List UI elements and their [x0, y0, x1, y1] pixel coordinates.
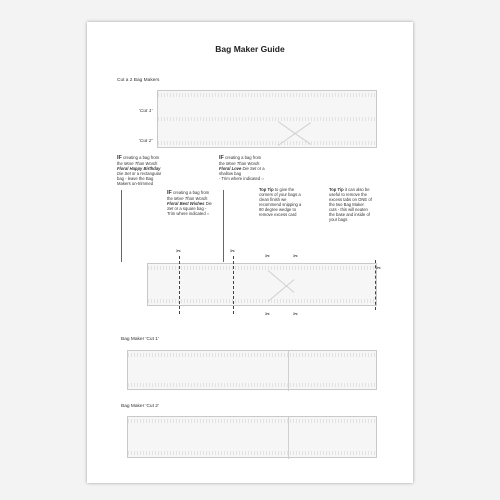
circle-icon: ○ [261, 176, 264, 181]
pointer-line [121, 190, 122, 262]
cut2-section-label: Bag Maker 'Cut 2' [121, 404, 159, 409]
scissors-icon: ✂ [176, 249, 182, 255]
top-tip-tabs: Top Tip it can also be useful to remove the excess tabs on ONE of the two Bag Maker cuts - this will neaten the base and inside of your bags [329, 187, 372, 222]
annotated-bag-maker-diagram [147, 263, 377, 306]
top-tabs [128, 353, 376, 357]
middle-tabs [158, 117, 376, 121]
note-best-wishes: IF creating a bag from the More Than Words Floral Best Wishes Die Set or a square bag - Trim where indicated ○ [167, 190, 212, 216]
trim-line [179, 256, 180, 314]
note-happy-birthday: IF creating a bag from the More Than Words Floral Happy Birthday Die Set or a rectangular bag - leave the Bag Makers un-trimmed [117, 155, 162, 186]
cut2-label: 'Cut 2' [139, 139, 153, 144]
bag-maker-cut2-diagram [127, 416, 377, 458]
bottom-tabs [148, 299, 376, 303]
scissors-icon: ✂ [265, 254, 271, 260]
scissors-icon: ✂ [293, 312, 299, 318]
top-tip-corners: Top Tip to give the corners of your bags a clean finish we recommend snipping a 90 degree wedge to remove excess card [259, 187, 302, 217]
scissors-icon: ✂ [230, 249, 236, 255]
bag-maker-pair-diagram [157, 90, 377, 148]
cut1-section-label: Bag Maker 'Cut 1' [121, 337, 159, 342]
note-floral-love: IF creating a bag from the More Than Words Floral Love Die Set or a shallow bag - Trim where indicated ○ [219, 155, 265, 181]
trim-line [233, 256, 234, 314]
pointer-line [223, 190, 224, 262]
cut1-label: 'Cut 1' [139, 109, 153, 114]
scissors-icon: ✂ [376, 266, 382, 272]
scissors-icon: ✂ [265, 312, 271, 318]
top-tabs [128, 419, 376, 423]
top-tabs [148, 266, 376, 270]
guide-page [87, 22, 413, 483]
bottom-tabs [158, 141, 376, 145]
bottom-tabs [128, 383, 376, 387]
bottom-tabs [128, 451, 376, 455]
fold-line [288, 351, 289, 391]
circle-icon: ○ [206, 211, 210, 216]
page-title: Bag Maker Guide [215, 44, 285, 54]
section-heading-cut-makers: Cut a 2 Bag Makers [117, 78, 160, 83]
top-tabs [158, 93, 376, 97]
scissors-icon: ✂ [293, 254, 299, 260]
bag-maker-cut1-diagram [127, 350, 377, 390]
fold-line [288, 417, 289, 459]
